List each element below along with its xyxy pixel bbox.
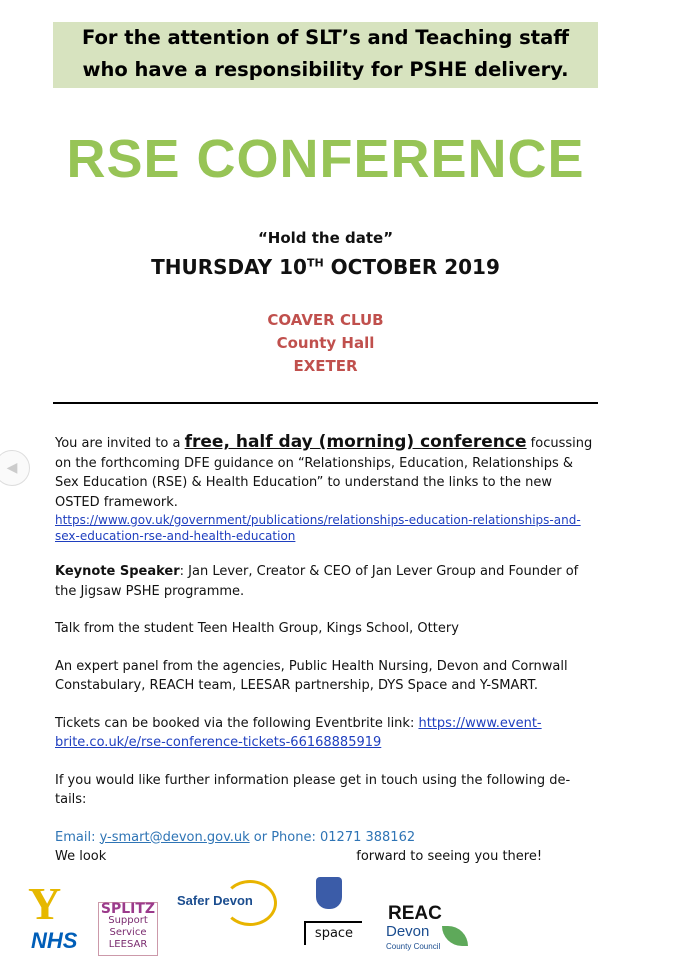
gov-guidance-link[interactable]: https://www.gov.uk/government/publications/relationships-education-relationships-and-sex-education-rse-and-health-education	[55, 513, 581, 543]
ysmart-logo: Y	[28, 878, 62, 929]
venue-line-1: COAVER CLUB	[267, 311, 384, 329]
venue-block	[0, 309, 651, 378]
eventbrite-link[interactable]: https://www.event-brite.co.uk/e/rse-conference-tickets-66168885919	[55, 715, 542, 750]
closing-part-1: We look	[55, 849, 107, 864]
intro-before: You are invited to a	[55, 436, 185, 451]
free-conference-emphasis: free, half day (morning) conference	[184, 432, 527, 452]
splitz-leesar-logo	[98, 902, 158, 956]
further-info-paragraph: If you would like further information please get in touch using the following de-tails:	[55, 772, 571, 807]
date-suffix-sup: TH	[306, 256, 324, 270]
intro-after: focussing on the forthcoming DFE guidance on “Relationships, Education, Relationships & Sex Education (RSE) & Health Education” to understand the links to the new OSTED framework.	[55, 436, 593, 510]
space-logo: space	[304, 921, 362, 945]
devon-sub: County Council	[386, 942, 441, 951]
email-link[interactable]: y-smart@devon.gov.uk	[99, 829, 250, 845]
divider-rule	[53, 402, 598, 404]
contact-line	[55, 828, 600, 848]
closing-part-2: forward to seeing you there!	[356, 849, 543, 864]
leesar-name: LEESAR	[108, 939, 148, 950]
splitz-name: SPLITZ	[100, 901, 156, 917]
tickets-text: Tickets can be booked via the following Eventbrite link:	[55, 715, 419, 731]
safer-devon-name: Safer Devon	[177, 893, 253, 908]
phone-text: or Phone: 01271 388162	[249, 829, 416, 845]
hold-the-date: “Hold the date”	[257, 229, 394, 247]
email-label: Email:	[55, 829, 100, 845]
keynote-label: Keynote Speaker	[55, 564, 180, 579]
previous-page-arrow-icon[interactable]: ◀	[0, 450, 30, 486]
banner-line-1: For the attention of SLT’s and Teaching staff	[81, 26, 570, 49]
date-prefix: THURSDAY 10	[151, 255, 307, 279]
devon-name: Devon	[386, 923, 430, 940]
devon-county-council-logo	[386, 924, 476, 954]
closing-line	[55, 847, 600, 867]
tickets-paragraph	[55, 714, 600, 753]
venue-line-3: EXETER	[293, 357, 358, 375]
attention-banner	[53, 22, 598, 88]
panel-paragraph: An expert panel from the agencies, Public Health Nursing, Devon and Cornwall Constabulary, REACH team, LEESAR partnership, DYS Space and Y-SMART.	[55, 658, 568, 693]
nhs-logo: NHS	[31, 928, 78, 953]
invitation-body	[55, 433, 600, 867]
safer-devon-logo	[175, 880, 275, 920]
keynote-text: : Jan Lever, Creator & CEO of Jan Lever Group and Founder of the Jigsaw PSHE programme.	[55, 564, 579, 599]
reach-logo: REAC	[388, 903, 442, 924]
event-date	[0, 255, 651, 279]
splitz-sub: Support Service	[108, 915, 148, 938]
talk-paragraph: Talk from the student Teen Health Group, Kings School, Ottery	[55, 621, 459, 636]
crest-icon	[316, 877, 342, 909]
date-month-year: OCTOBER 2019	[323, 255, 500, 279]
keynote-paragraph	[55, 562, 600, 601]
partner-logos	[0, 875, 673, 968]
venue-line-2: County Hall	[276, 334, 375, 352]
intro-paragraph	[55, 433, 600, 544]
banner-line-2: who have a responsibility for PSHE delivery.	[82, 58, 569, 81]
conference-title: RSE CONFERENCE	[66, 129, 585, 189]
